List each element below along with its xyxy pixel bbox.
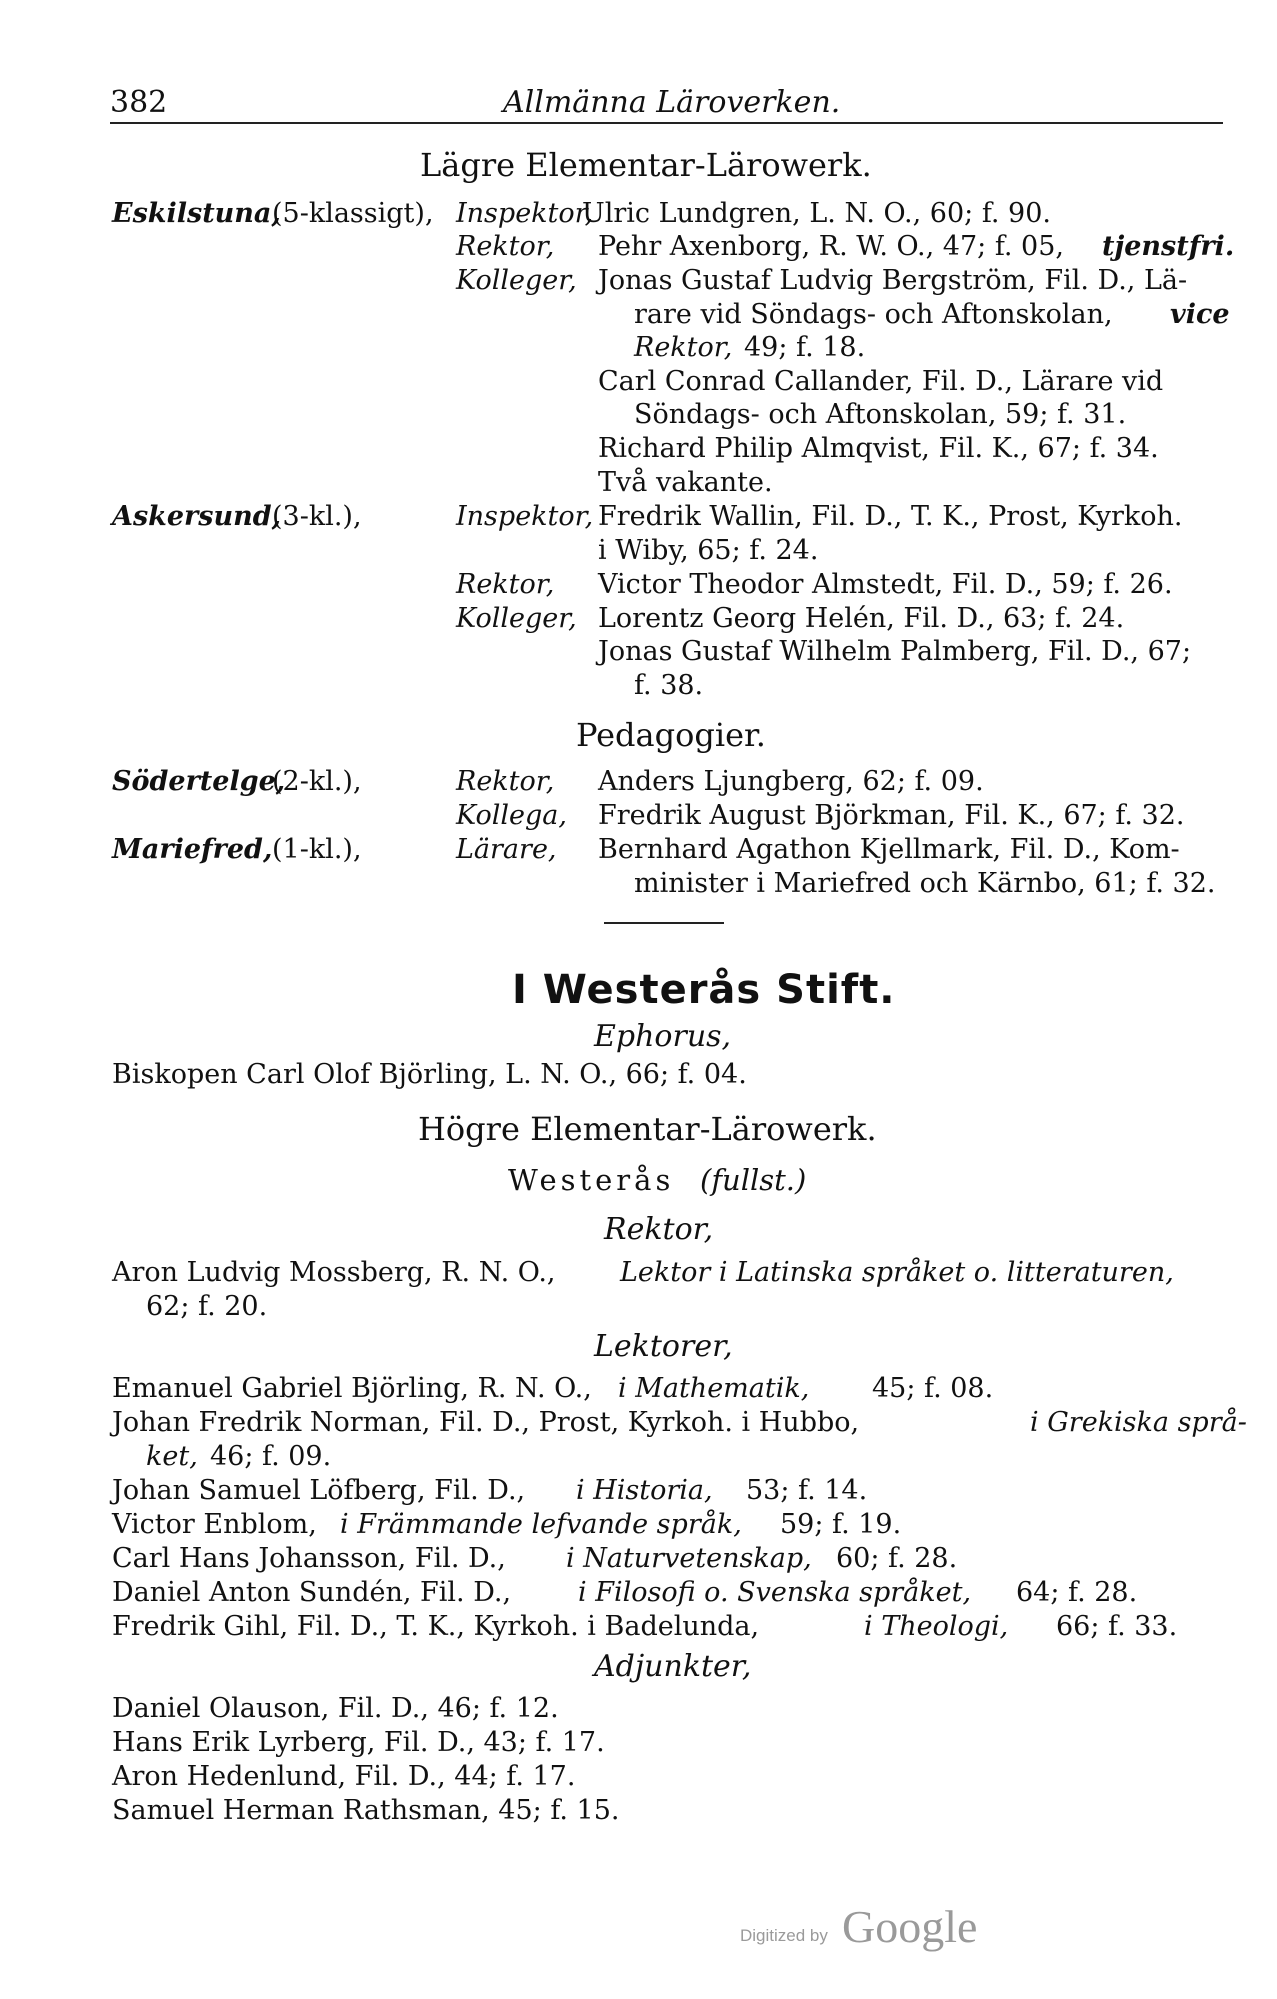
entry-m-larare-cont: minister i Mariefred och Kärnbo, 61; f. 32. bbox=[634, 868, 1216, 899]
years-lektor-1: 45; f. 08. bbox=[872, 1373, 994, 1404]
place-eskilstuna: Eskilstuna, bbox=[112, 198, 281, 229]
entry-a-inspektor: Fredrik Wallin, Fil. D., T. K., Prost, Kyrkoh. bbox=[598, 501, 1183, 532]
entry-inspektor: Ulric Lundgren, L. N. O., 60; f. 90. bbox=[582, 198, 1051, 229]
diocese-title: I Westerås Stift. bbox=[512, 967, 896, 1013]
entry-m-larare: Bernhard Agathon Kjellmark, Fil. D., Kom- bbox=[598, 834, 1180, 865]
class-eskilstuna: (5-klassigt), bbox=[272, 198, 434, 229]
entry-kollega-3: Richard Philip Almqvist, Fil. K., 67; f. 34. bbox=[598, 433, 1159, 464]
subject-lektor-6: i Filosofi o. Svenska språket, bbox=[578, 1577, 972, 1608]
label-a-kolleger: Kolleger, bbox=[456, 603, 577, 634]
entry-kollega-2: Carl Conrad Callander, Fil. D., Lärare vid bbox=[598, 366, 1164, 397]
entry-a-inspektor-cont: i Wiby, 65; f. 24. bbox=[598, 535, 819, 566]
header-rule bbox=[110, 122, 1223, 124]
entry-kollega-1-end: 49; f. 18. bbox=[744, 332, 866, 363]
place-askersund: Askersund, bbox=[112, 501, 282, 532]
label-a-rektor: Rektor, bbox=[456, 569, 555, 600]
entry-rektor: Pehr Axenborg, R. W. O., 47; f. 05, bbox=[598, 231, 1064, 262]
note-vice: vice bbox=[1170, 299, 1230, 330]
entry-lektor-6: Daniel Anton Sundén, Fil. D., bbox=[112, 1577, 512, 1608]
page-number: 382 bbox=[110, 85, 168, 120]
subject-lektor-7: i Theologi, bbox=[864, 1611, 1009, 1642]
entry-a-rektor: Victor Theodor Almstedt, Fil. D., 59; f. 26. bbox=[598, 569, 1173, 600]
entry-lektor-2: Johan Fredrik Norman, Fil. D., Prost, Kyrkoh. i Hubbo, bbox=[112, 1407, 860, 1438]
label-adjunkter: Adjunkter, bbox=[594, 1649, 752, 1684]
entry-westeras-rektor: Aron Ludvig Mossberg, R. N. O., bbox=[112, 1257, 556, 1288]
years-lektor-6: 64; f. 28. bbox=[1016, 1577, 1138, 1608]
subject-lektor-4: i Främmande lefvande språk, bbox=[340, 1509, 742, 1540]
label-m-larare: Lärare, bbox=[456, 834, 557, 865]
entry-a-kollega-2: Jonas Gustaf Wilhelm Palmberg, Fil. D., 67; bbox=[598, 636, 1192, 667]
years-lektor-2: 46; f. 09. bbox=[210, 1441, 332, 1472]
entry-kollega-2-cont: Söndags- och Aftonskolan, 59; f. 31. bbox=[634, 399, 1127, 430]
label-westeras-rektor: Rektor, bbox=[604, 1212, 714, 1247]
entry-kollega-1-cont: rare vid Söndags- och Aftonskolan, bbox=[634, 299, 1113, 330]
place-mariefred: Mariefred, bbox=[112, 834, 273, 865]
years-lektor-5: 60; f. 28. bbox=[836, 1543, 958, 1574]
entry-westeras-rektor-subject: Lektor i Latinska språket o. litteraturen, bbox=[620, 1257, 1174, 1288]
label-rektor: Rektor, bbox=[456, 231, 555, 262]
entry-kollega-1: Jonas Gustaf Ludvig Bergström, Fil. D., Lä- bbox=[598, 265, 1188, 296]
place-sodertelge: Södertelge, bbox=[112, 766, 286, 797]
label-inspektor: Inspektor, bbox=[456, 198, 594, 229]
subject-lektor-2: i Grekiska språ- bbox=[1030, 1407, 1247, 1438]
entry-a-kollega-2-cont: f. 38. bbox=[634, 670, 704, 701]
label-s-rektor: Rektor, bbox=[456, 766, 555, 797]
entry-adjunkt-4: Samuel Herman Rathsman, 45; f. 15. bbox=[112, 1795, 620, 1826]
entry-lektor-5: Carl Hans Johansson, Fil. D., bbox=[112, 1543, 506, 1574]
running-title: Allmänna Läroverken. bbox=[503, 85, 841, 120]
entry-westeras-rektor-cont: 62; f. 20. bbox=[146, 1291, 268, 1322]
note-tjenstfri: tjenstfri. bbox=[1102, 231, 1235, 262]
entry-s-kollega: Fredrik August Björkman, Fil. K., 67; f. 32. bbox=[598, 800, 1185, 831]
label-kolleger: Kolleger, bbox=[456, 265, 577, 296]
years-lektor-4: 59; f. 19. bbox=[780, 1509, 902, 1540]
digitized-by-text: Digitized by bbox=[740, 1926, 828, 1945]
years-lektor-3: 53; f. 14. bbox=[746, 1475, 868, 1506]
section-divider bbox=[604, 922, 724, 924]
entry-lektor-1: Emanuel Gabriel Björling, R. N. O., bbox=[112, 1373, 592, 1404]
subject-lektor-2-cont: ket, bbox=[146, 1441, 198, 1472]
entry-lektor-4: Victor Enblom, bbox=[112, 1509, 317, 1540]
years-lektor-7: 66; f. 33. bbox=[1056, 1611, 1178, 1642]
label-lektorer: Lektorer, bbox=[594, 1329, 733, 1364]
entry-lektor-7: Fredrik Gihl, Fil. D., T. K., Kyrkoh. i Badelunda, bbox=[112, 1611, 760, 1642]
entry-a-kollega-1: Lorentz Georg Helén, Fil. D., 63; f. 24. bbox=[598, 603, 1125, 634]
class-sodertelge: (2-kl.), bbox=[272, 766, 362, 797]
class-mariefred: (1-kl.), bbox=[272, 834, 362, 865]
section-title-lagre: Lägre Elementar-Lärowerk. bbox=[420, 146, 872, 184]
entry-kollega-4: Två vakante. bbox=[598, 467, 773, 498]
google-logo: Google bbox=[842, 1901, 978, 1952]
subject-lektor-3: i Historia, bbox=[576, 1475, 713, 1506]
entry-kollega-1-rektor: Rektor, bbox=[634, 332, 733, 363]
entry-adjunkt-1: Daniel Olauson, Fil. D., 46; f. 12. bbox=[112, 1693, 559, 1724]
label-a-inspektor: Inspektor, bbox=[456, 501, 594, 532]
entry-s-rektor: Anders Ljungberg, 62; f. 09. bbox=[598, 766, 984, 797]
entry-ephorus: Biskopen Carl Olof Björling, L. N. O., 66; f. 04. bbox=[112, 1059, 747, 1090]
label-ephorus: Ephorus, bbox=[594, 1019, 732, 1054]
school-westeras: Westerås bbox=[508, 1163, 675, 1197]
section-title-hogre: Högre Elementar-Lärowerk. bbox=[418, 1110, 877, 1148]
subject-lektor-1: i Mathematik, bbox=[618, 1373, 810, 1404]
entry-adjunkt-2: Hans Erik Lyrberg, Fil. D., 43; f. 17. bbox=[112, 1727, 605, 1758]
class-askersund: (3-kl.), bbox=[272, 501, 362, 532]
label-s-kollega: Kollega, bbox=[456, 800, 567, 831]
subject-lektor-5: i Naturvetenskap, bbox=[566, 1543, 812, 1574]
school-note: (fullst.) bbox=[700, 1163, 807, 1197]
entry-adjunkt-3: Aron Hedenlund, Fil. D., 44; f. 17. bbox=[112, 1761, 576, 1792]
section-title-pedagogier: Pedagogier. bbox=[576, 716, 766, 754]
entry-lektor-3: Johan Samuel Löfberg, Fil. D., bbox=[112, 1475, 526, 1506]
